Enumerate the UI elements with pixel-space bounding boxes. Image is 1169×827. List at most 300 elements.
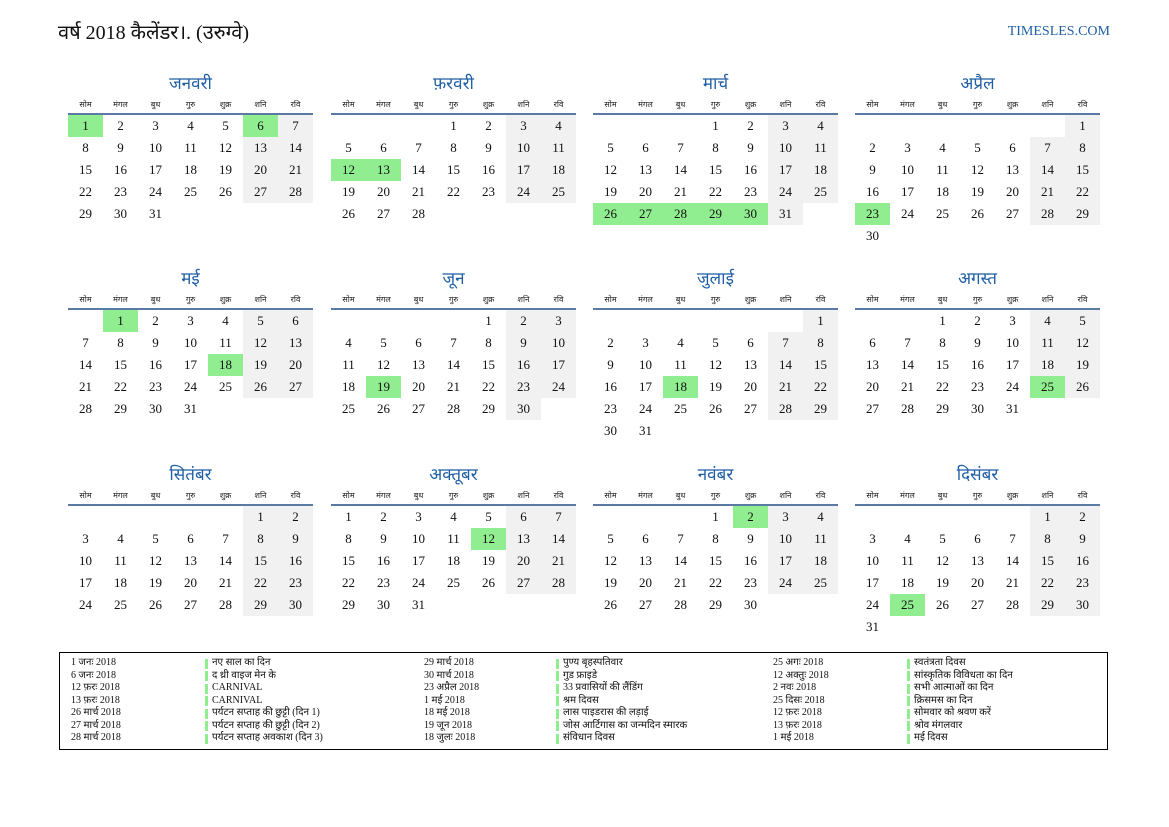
weekday-label: गुरु: [185, 99, 196, 109]
weekday-label: सोम: [604, 99, 617, 109]
holiday-date: 27 मार्च 2018: [71, 719, 121, 731]
day-cell: 10: [768, 528, 803, 550]
empty-cell: [593, 506, 628, 528]
day-cell: 4: [450, 509, 457, 524]
empty-cell: [925, 115, 960, 137]
day-cell: 1: [485, 313, 492, 328]
day-cell: 10: [901, 162, 914, 177]
weekday-label: शुक्र: [219, 294, 232, 304]
holiday-name: सोमवार को श्रवण करें: [914, 707, 991, 718]
weekday-label: मंगल: [113, 490, 128, 500]
day-cell: 9: [152, 335, 159, 350]
holiday-marker: [907, 696, 910, 706]
day-cell: 21: [901, 379, 914, 394]
holiday-marker: [205, 659, 208, 669]
weekday-label: सोम: [342, 294, 355, 304]
day-cell: 27: [639, 597, 652, 612]
day-cell: 4: [803, 115, 838, 137]
day-cell: 30: [866, 228, 879, 243]
day-cell: 17: [412, 553, 425, 568]
day-cell: 14: [1030, 159, 1065, 181]
empty-cell: [366, 310, 401, 332]
day-cell: 5: [152, 531, 159, 546]
day-cell: 27: [184, 597, 197, 612]
day-cell: 28: [79, 401, 92, 416]
day-cell: 31: [149, 206, 162, 221]
holiday-marker: [205, 709, 208, 719]
day-cell: 13: [639, 162, 652, 177]
day-cell: 11: [803, 137, 838, 159]
weekday-label: रवि: [553, 294, 564, 304]
day-cell: 22: [447, 184, 460, 199]
day-cell: 15: [1065, 159, 1100, 181]
holiday-date: 1 जनः 2018: [71, 657, 116, 668]
day-cell: 16: [149, 357, 162, 372]
day-cell: 2: [380, 509, 387, 524]
weekday-label: शुक्र: [1006, 99, 1019, 109]
weekday-label: शनि: [517, 99, 530, 109]
day-cell: 15: [342, 553, 355, 568]
weekday-label: सोम: [604, 490, 617, 500]
day-grid: [593, 506, 838, 616]
day-cell: 19: [243, 354, 278, 376]
month-calendar: [855, 268, 1100, 420]
day-cell: 3: [642, 335, 649, 350]
holiday-name: सभी आत्माओं का दिन: [914, 682, 994, 693]
day-cell: 15: [709, 553, 722, 568]
day-cell: 4: [677, 335, 684, 350]
holiday-date: 12 फ़रः 2018: [71, 682, 120, 693]
day-cell: 16: [866, 184, 879, 199]
day-cell: 27: [278, 376, 313, 398]
day-cell: 24: [901, 206, 914, 221]
holiday-date: 30 मार्च 2018: [424, 669, 474, 681]
day-cell: 21: [674, 184, 687, 199]
day-cell: 8: [450, 140, 457, 155]
day-cell: 5: [485, 509, 492, 524]
day-cell: 28: [674, 597, 687, 612]
empty-cell: [628, 506, 663, 528]
weekday-label: सोम: [342, 490, 355, 500]
weekday-label: गुरु: [710, 294, 721, 304]
holiday-date: 29 मार्च 2018: [424, 657, 474, 668]
day-cell: 12: [936, 553, 949, 568]
day-cell: 21: [1006, 575, 1019, 590]
day-cell: 28: [663, 203, 698, 225]
day-cell: 25: [219, 379, 232, 394]
weekday-label: सोम: [866, 99, 879, 109]
day-cell: 31: [184, 401, 197, 416]
day-cell: 5: [712, 335, 719, 350]
day-cell: 9: [607, 357, 614, 372]
weekday-label: मंगल: [638, 99, 653, 109]
day-grid: [855, 310, 1100, 420]
empty-cell: [593, 115, 628, 137]
weekday-label: बुध: [675, 99, 686, 109]
weekday-label: शनि: [254, 99, 267, 109]
day-cell: 16: [744, 162, 757, 177]
empty-cell: [68, 506, 103, 528]
day-cell: 11: [936, 162, 949, 177]
holiday-name: CARNIVAL: [212, 682, 263, 693]
day-cell: 5: [380, 335, 387, 350]
day-cell: 20: [639, 575, 652, 590]
month-calendar: [593, 268, 838, 442]
day-cell: 7: [768, 332, 803, 354]
day-cell: 29: [114, 401, 127, 416]
weekday-label: रवि: [1077, 99, 1088, 109]
weekday-label: शुक्र: [744, 294, 757, 304]
day-grid: [331, 310, 576, 420]
day-cell: 12: [604, 162, 617, 177]
day-cell: 12: [331, 159, 366, 181]
day-cell: 26: [1065, 376, 1100, 398]
day-cell: 20: [278, 354, 313, 376]
weekday-label: बुध: [150, 294, 161, 304]
day-cell: 21: [768, 376, 803, 398]
day-cell: 25: [803, 181, 838, 203]
day-cell: 16: [744, 553, 757, 568]
weekday-label: गुरु: [448, 294, 459, 304]
day-cell: 22: [709, 575, 722, 590]
holiday-name: श्रोव मंगलवार: [914, 719, 963, 731]
day-cell: 14: [447, 357, 460, 372]
day-cell: 5: [345, 140, 352, 155]
day-cell: 14: [674, 553, 687, 568]
empty-cell: [995, 506, 1030, 528]
holiday-marker: [556, 709, 559, 719]
day-cell: 8: [243, 528, 278, 550]
day-cell: 30: [604, 423, 617, 438]
empty-cell: [1030, 115, 1065, 137]
empty-cell: [890, 115, 925, 137]
day-cell: 14: [278, 137, 313, 159]
day-cell: 21: [541, 550, 576, 572]
day-cell: 17: [541, 354, 576, 376]
day-cell: 8: [939, 335, 946, 350]
day-cell: 19: [149, 575, 162, 590]
day-grid: [855, 115, 1100, 247]
day-cell: 7: [1030, 137, 1065, 159]
day-cell: 19: [1065, 354, 1100, 376]
day-cell: 7: [82, 335, 89, 350]
day-cell: 31: [412, 597, 425, 612]
day-cell: 17: [79, 575, 92, 590]
day-cell: 9: [747, 531, 754, 546]
day-cell: 19: [482, 553, 495, 568]
month-calendar: [331, 73, 576, 225]
day-cell: 9: [869, 162, 876, 177]
day-cell: 22: [936, 379, 949, 394]
empty-cell: [698, 310, 733, 332]
holiday-name: जोस आर्टिगास का जन्मदिन स्मारक: [563, 719, 688, 731]
weekday-label: सोम: [866, 294, 879, 304]
month-name: अक्तूबर: [429, 465, 478, 484]
day-cell: 18: [936, 184, 949, 199]
day-cell: 3: [506, 115, 541, 137]
day-cell: 8: [345, 531, 352, 546]
weekday-label: रवि: [815, 294, 826, 304]
day-cell: 25: [184, 184, 197, 199]
weekday-label: शनि: [1041, 99, 1054, 109]
day-cell: 28: [447, 401, 460, 416]
weekday-label: बुध: [675, 294, 686, 304]
empty-cell: [436, 310, 471, 332]
day-cell: 19: [366, 376, 401, 398]
weekday-label: सोम: [79, 294, 92, 304]
day-cell: 25: [936, 206, 949, 221]
day-cell: 28: [901, 401, 914, 416]
day-cell: 16: [1065, 550, 1100, 572]
day-cell: 10: [639, 357, 652, 372]
month-name: नवंबर: [697, 465, 734, 484]
holiday-date: 18 मई 2018: [424, 707, 470, 718]
weekday-header: [68, 290, 313, 310]
day-cell: 20: [744, 379, 757, 394]
holiday-marker: [556, 696, 559, 706]
day-cell: 4: [187, 118, 194, 133]
day-cell: 19: [604, 184, 617, 199]
day-cell: 9: [380, 531, 387, 546]
day-cell: 8: [1065, 137, 1100, 159]
day-grid: [331, 506, 576, 616]
day-cell: 15: [803, 354, 838, 376]
empty-cell: [960, 506, 995, 528]
weekday-label: शनि: [517, 294, 530, 304]
holiday-marker: [556, 734, 559, 744]
day-cell: 1: [68, 115, 103, 137]
day-cell: 12: [471, 528, 506, 550]
day-cell: 19: [219, 162, 232, 177]
day-cell: 10: [506, 137, 541, 159]
holiday-marker: [907, 671, 910, 681]
day-cell: 11: [803, 528, 838, 550]
weekday-label: गुरु: [185, 490, 196, 500]
month-name: जुलाई: [697, 269, 734, 288]
weekday-label: शुक्र: [219, 99, 232, 109]
day-cell: 20: [184, 575, 197, 590]
day-cell: 14: [79, 357, 92, 372]
day-cell: 3: [1009, 313, 1016, 328]
day-cell: 23: [1065, 572, 1100, 594]
day-cell: 21: [447, 379, 460, 394]
holiday-date: 19 जून 2018: [424, 719, 472, 731]
empty-cell: [768, 310, 803, 332]
holiday-name: पर्यटन सप्ताह की छुट्टी (दिन 2): [212, 719, 320, 731]
empty-cell: [925, 506, 960, 528]
day-cell: 1: [712, 509, 719, 524]
day-cell: 3: [82, 531, 89, 546]
day-cell: 18: [541, 159, 576, 181]
weekday-label: मंगल: [376, 490, 391, 500]
weekday-label: रवि: [815, 490, 826, 500]
day-cell: 27: [628, 203, 663, 225]
day-cell: 4: [939, 140, 946, 155]
weekday-label: मंगल: [113, 99, 128, 109]
day-cell: 4: [541, 115, 576, 137]
day-cell: 18: [114, 575, 127, 590]
weekday-label: रवि: [290, 99, 301, 109]
holiday-date: 25 अगः 2018: [773, 657, 824, 668]
weekday-label: सोम: [79, 99, 92, 109]
day-cell: 2: [117, 118, 124, 133]
day-grid: [68, 506, 313, 616]
day-cell: 30: [744, 597, 757, 612]
weekday-label: रवि: [553, 490, 564, 500]
day-cell: 30: [114, 206, 127, 221]
holiday-date: 13 फ़रः 2018: [71, 694, 120, 706]
day-cell: 28: [541, 572, 576, 594]
day-grid: [593, 310, 838, 442]
day-cell: 23: [971, 379, 984, 394]
holiday-date: 23 अप्रैल 2018: [424, 682, 480, 693]
day-cell: 21: [79, 379, 92, 394]
day-cell: 26: [149, 597, 162, 612]
day-cell: 19: [936, 575, 949, 590]
day-cell: 4: [222, 313, 229, 328]
weekday-label: सोम: [342, 99, 355, 109]
day-cell: 18: [184, 162, 197, 177]
month-name: अगस्त: [958, 269, 997, 288]
month-calendar: [331, 268, 576, 420]
day-cell: 31: [1006, 401, 1019, 416]
day-cell: 17: [639, 379, 652, 394]
day-cell: 27: [377, 206, 390, 221]
day-cell: 21: [1030, 181, 1065, 203]
day-cell: 21: [278, 159, 313, 181]
day-cell: 21: [219, 575, 232, 590]
holiday-legend: [59, 652, 1108, 750]
day-cell: 23: [604, 401, 617, 416]
day-cell: 16: [604, 379, 617, 394]
day-cell: 5: [243, 310, 278, 332]
holiday-name: गुड फ्राइडे: [563, 669, 598, 681]
month-name: मई: [181, 269, 200, 288]
day-cell: 15: [709, 162, 722, 177]
day-grid: [68, 115, 313, 225]
day-cell: 29: [1030, 594, 1065, 616]
weekday-label: गुरु: [448, 490, 459, 500]
weekday-label: शुक्र: [744, 490, 757, 500]
day-cell: 24: [149, 184, 162, 199]
day-cell: 22: [803, 376, 838, 398]
day-cell: 23: [744, 184, 757, 199]
day-cell: 23: [855, 203, 890, 225]
day-cell: 7: [1009, 531, 1016, 546]
day-cell: 30: [733, 203, 768, 225]
day-cell: 13: [639, 553, 652, 568]
day-cell: 5: [222, 118, 229, 133]
day-cell: 21: [674, 575, 687, 590]
day-cell: 8: [803, 332, 838, 354]
day-cell: 10: [1006, 335, 1019, 350]
day-cell: 10: [79, 553, 92, 568]
day-cell: 6: [642, 531, 649, 546]
weekday-label: शुक्र: [219, 490, 232, 500]
site-link[interactable]: TIMESLES.COM: [1007, 24, 1110, 39]
weekday-label: शनि: [1041, 490, 1054, 500]
day-cell: 16: [114, 162, 127, 177]
holiday-marker: [907, 734, 910, 744]
day-cell: 13: [366, 159, 401, 181]
day-cell: 10: [866, 553, 879, 568]
day-cell: 25: [1030, 376, 1065, 398]
day-cell: 16: [377, 553, 390, 568]
day-cell: 1: [243, 506, 278, 528]
day-cell: 1: [939, 313, 946, 328]
day-cell: 29: [698, 203, 733, 225]
day-cell: 19: [604, 575, 617, 590]
day-cell: 19: [709, 379, 722, 394]
weekday-label: गुरु: [448, 99, 459, 109]
day-cell: 20: [971, 575, 984, 590]
day-cell: 3: [541, 310, 576, 332]
day-cell: 12: [219, 140, 232, 155]
day-cell: 30: [1065, 594, 1100, 616]
day-cell: 29: [709, 597, 722, 612]
day-cell: 19: [342, 184, 355, 199]
weekday-header: [855, 290, 1100, 310]
day-cell: 23: [114, 184, 127, 199]
weekday-label: शनि: [779, 490, 792, 500]
day-cell: 5: [939, 531, 946, 546]
day-cell: 9: [747, 140, 754, 155]
day-cell: 26: [709, 401, 722, 416]
weekday-label: शनि: [779, 294, 792, 304]
day-cell: 6: [415, 335, 422, 350]
day-cell: 14: [1006, 553, 1019, 568]
holiday-name: स्वतंत्रता दिवस: [914, 657, 966, 668]
weekday-header: [68, 486, 313, 506]
weekday-label: गुरु: [972, 294, 983, 304]
day-cell: 5: [607, 531, 614, 546]
day-cell: 22: [79, 184, 92, 199]
month-name: मार्च: [702, 74, 729, 93]
day-cell: 7: [541, 506, 576, 528]
weekday-header: [855, 486, 1100, 506]
weekday-label: रवि: [1077, 294, 1088, 304]
day-cell: 20: [412, 379, 425, 394]
day-cell: 18: [663, 376, 698, 398]
holiday-marker: [907, 684, 910, 694]
weekday-header: [593, 290, 838, 310]
day-cell: 20: [506, 550, 541, 572]
day-cell: 12: [604, 553, 617, 568]
weekday-label: बुध: [413, 294, 424, 304]
day-cell: 7: [222, 531, 229, 546]
day-cell: 18: [803, 550, 838, 572]
day-cell: 9: [278, 528, 313, 550]
holiday-marker: [205, 684, 208, 694]
day-cell: 11: [184, 140, 197, 155]
day-cell: 15: [1030, 550, 1065, 572]
weekday-label: शनि: [779, 99, 792, 109]
day-cell: 14: [674, 162, 687, 177]
day-grid: [593, 115, 838, 225]
day-cell: 26: [243, 376, 278, 398]
day-cell: 13: [243, 137, 278, 159]
holiday-name: पुण्य बृहस्पतिवार: [563, 657, 623, 668]
holiday-marker: [907, 709, 910, 719]
day-cell: 25: [890, 594, 925, 616]
day-cell: 3: [187, 313, 194, 328]
holiday-name: संविधान दिवस: [563, 732, 615, 743]
weekday-label: बुध: [937, 294, 948, 304]
day-cell: 17: [768, 159, 803, 181]
day-cell: 28: [219, 597, 232, 612]
day-cell: 1: [450, 118, 457, 133]
empty-cell: [68, 310, 103, 332]
